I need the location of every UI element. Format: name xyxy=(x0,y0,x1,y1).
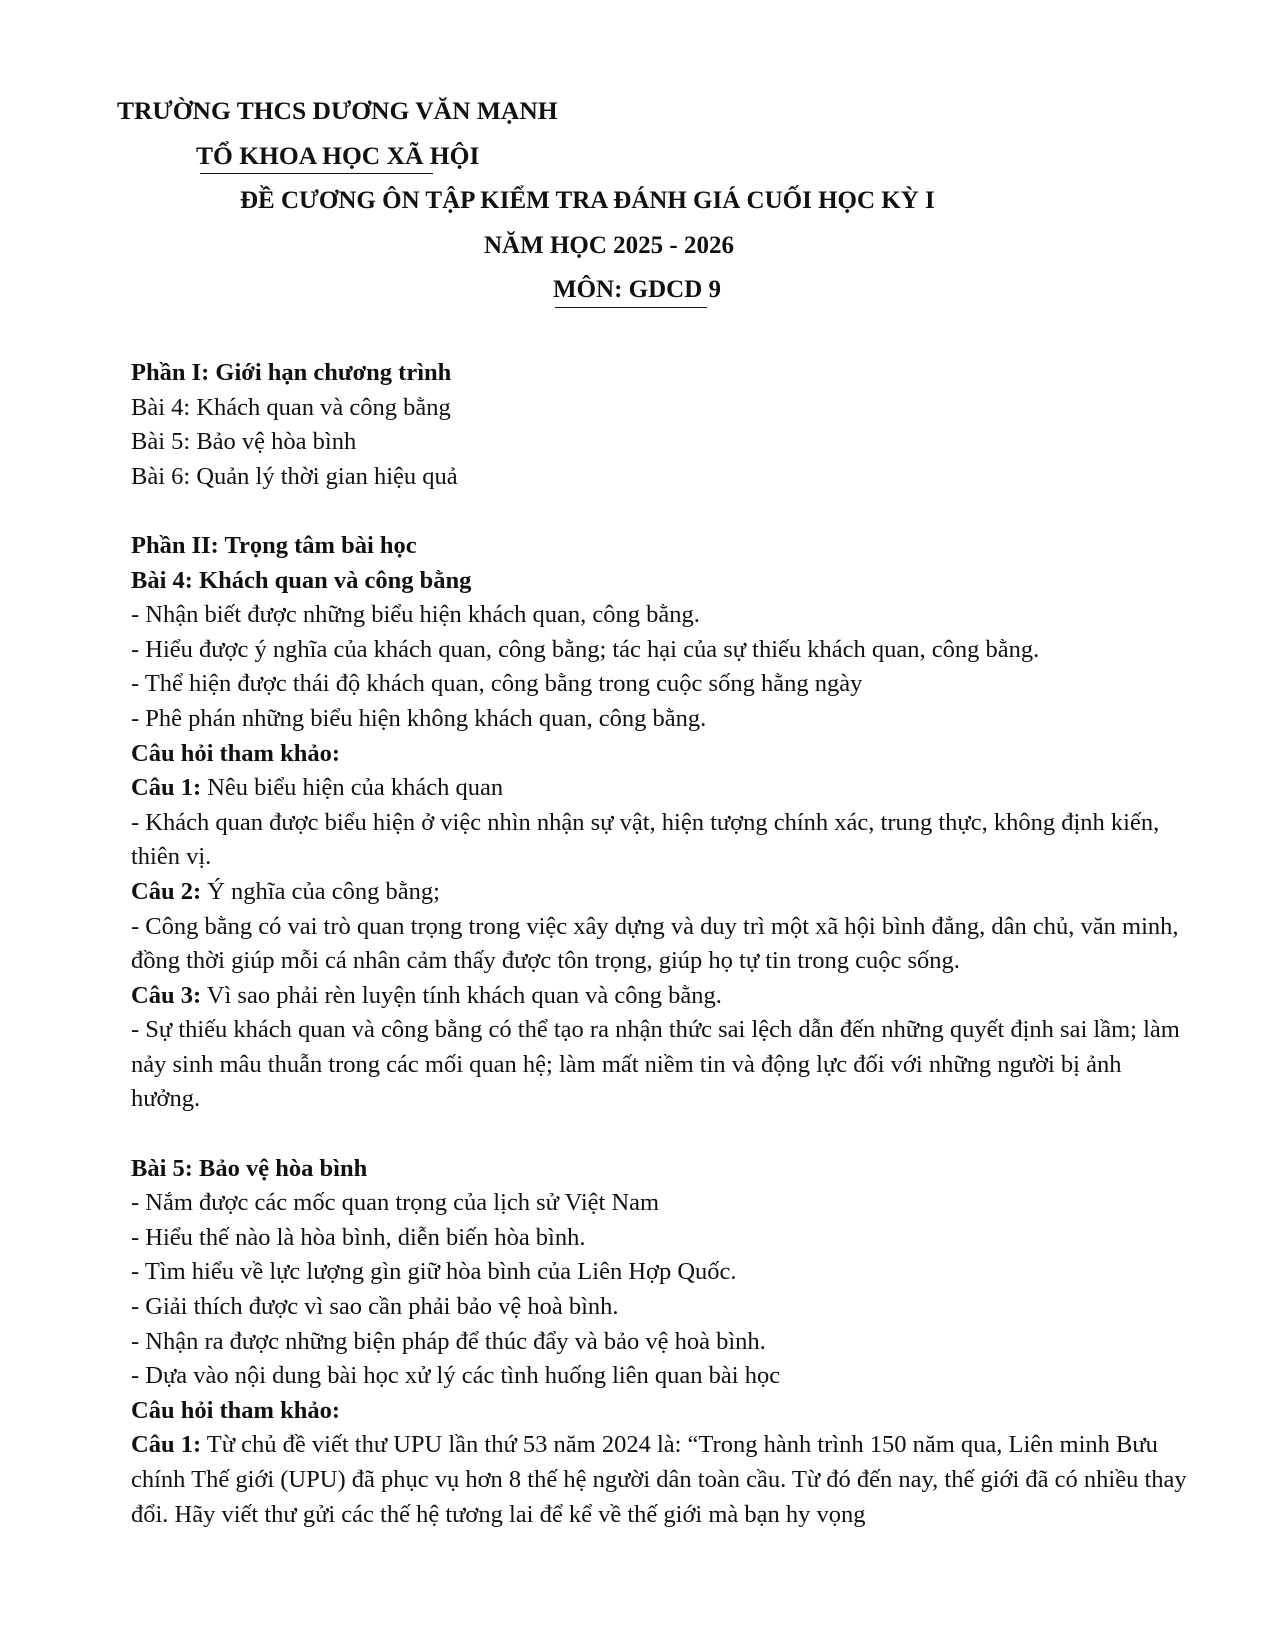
question-text: Từ chủ đề viết thư UPU lần thứ 53 năm 2024 là: “Trong hành trình 150 năm qua, Liên minh Bưu chính Thế giới (UPU) đã phục vụ hơn 8 thế hệ người dân toàn cầu. Từ đó đến nay, thế giới đã có nhiều thay đổi. Hãy viết thư gửi các thế hệ tương lai để kể về thế giới mà bạn hy vọng xyxy=(131,1431,1187,1528)
lesson4-questions-heading: Câu hỏi tham khảo: xyxy=(131,739,340,767)
lesson4-question-2 xyxy=(131,875,1191,910)
part2-heading: Phần II: Trọng tâm bài học xyxy=(131,531,417,559)
part1-heading: Phần I: Giới hạn chương trình xyxy=(131,359,452,386)
question-text: Nêu biểu hiện của khách quan xyxy=(201,774,504,802)
part1-item: Bài 6: Quản lý thời gian hiệu quả xyxy=(131,462,458,490)
question-label: Câu 2: xyxy=(131,877,202,905)
spacer xyxy=(131,494,1191,529)
lesson5-objective: - Nhận ra được những biện pháp để thúc đẩy và bảo vệ hoà bình. xyxy=(131,1327,766,1355)
lesson4-objective: - Thể hiện được thái độ khách quan, công bằng trong cuộc sống hằng ngày xyxy=(131,670,863,698)
document-title: ĐỀ CƯƠNG ÔN TẬP KIỂM TRA ĐÁNH GIÁ CUỐI HỌC KỲ I xyxy=(240,187,935,214)
lesson5-questions-heading: Câu hỏi tham khảo: xyxy=(131,1396,340,1424)
question-label: Câu 3: xyxy=(131,981,202,1009)
lesson5-objective: - Giải thích được vì sao cần phải bảo vệ hoà bình. xyxy=(131,1293,619,1321)
subject: MÔN: GDCD 9 xyxy=(553,276,722,303)
lesson4-objective: - Nhận biết được những biểu hiện khách quan, công bằng. xyxy=(131,601,700,629)
lesson4-objective: - Hiểu được ý nghĩa của khách quan, công bằng; tác hại của sự thiếu khách quan, công bằng. xyxy=(131,635,1040,663)
department-name: TỔ KHOA HỌC XÃ HỘI xyxy=(196,141,480,170)
lesson5-objective: - Dựa vào nội dung bài học xử lý các tình huống liên quan bài học xyxy=(131,1362,781,1390)
question-text: Vì sao phải rèn luyện tính khách quan và công bằng. xyxy=(201,981,722,1009)
spacer xyxy=(131,1117,1191,1152)
school-year: NĂM HỌC 2025 - 2026 xyxy=(484,232,734,259)
lesson4-answer-1: - Khách quan được biểu hiện ở việc nhìn nhận sự vật, hiện tượng chính xác, trung thực, không định kiến, thiên vị. xyxy=(131,808,1160,871)
lesson5-objective: - Nắm được các mốc quan trọng của lịch sử Việt Nam xyxy=(131,1189,660,1217)
question-label: Câu 1: xyxy=(131,1431,202,1459)
question-label: Câu 1: xyxy=(131,774,202,802)
lesson4-title: Bài 4: Khách quan và công bằng xyxy=(131,566,472,594)
school-name: TRƯỜNG THCS DƯƠNG VĂN MẠNH xyxy=(117,96,558,125)
lesson5-question-1 xyxy=(131,1428,1191,1532)
lesson5-title: Bài 5: Bảo vệ hòa bình xyxy=(131,1154,368,1182)
lesson5-objective: - Hiểu thế nào là hòa bình, diễn biến hòa bình. xyxy=(131,1223,586,1251)
lesson4-objective: - Phê phán những biểu hiện không khách quan, công bằng. xyxy=(131,704,707,732)
question-text: Ý nghĩa của công bằng; xyxy=(201,877,440,905)
lesson5-objective: - Tìm hiểu về lực lượng gìn giữ hòa bình của Liên Hợp Quốc. xyxy=(131,1258,737,1286)
lesson4-question-1 xyxy=(131,771,1191,806)
lesson4-answer-2: - Công bằng có vai trò quan trọng trong việc xây dựng và duy trì một xã hội bình đẳng, dân chủ, văn minh, đồng thời giúp mỗi cá nhân cảm thấy được tôn trọng, giúp họ tự tin trong cuộc sống. xyxy=(131,912,1179,975)
lesson4-answer-3: - Sự thiếu khách quan và công bằng có thể tạo ra nhận thức sai lệch dẫn đến những quyết định sai lầm; làm nảy sinh mâu thuẫn trong các mối quan hệ; làm mất niềm tin và động lực đối với những người bị ảnh hưởng. xyxy=(131,1016,1180,1113)
part1-item: Bài 5: Bảo vệ hòa bình xyxy=(131,428,357,456)
part1-item: Bài 4: Khách quan và công bằng xyxy=(131,393,451,421)
lesson4-question-3 xyxy=(131,979,1191,1014)
subject-underline xyxy=(555,307,707,308)
department-underline xyxy=(200,173,433,174)
document-body xyxy=(131,356,1191,1532)
